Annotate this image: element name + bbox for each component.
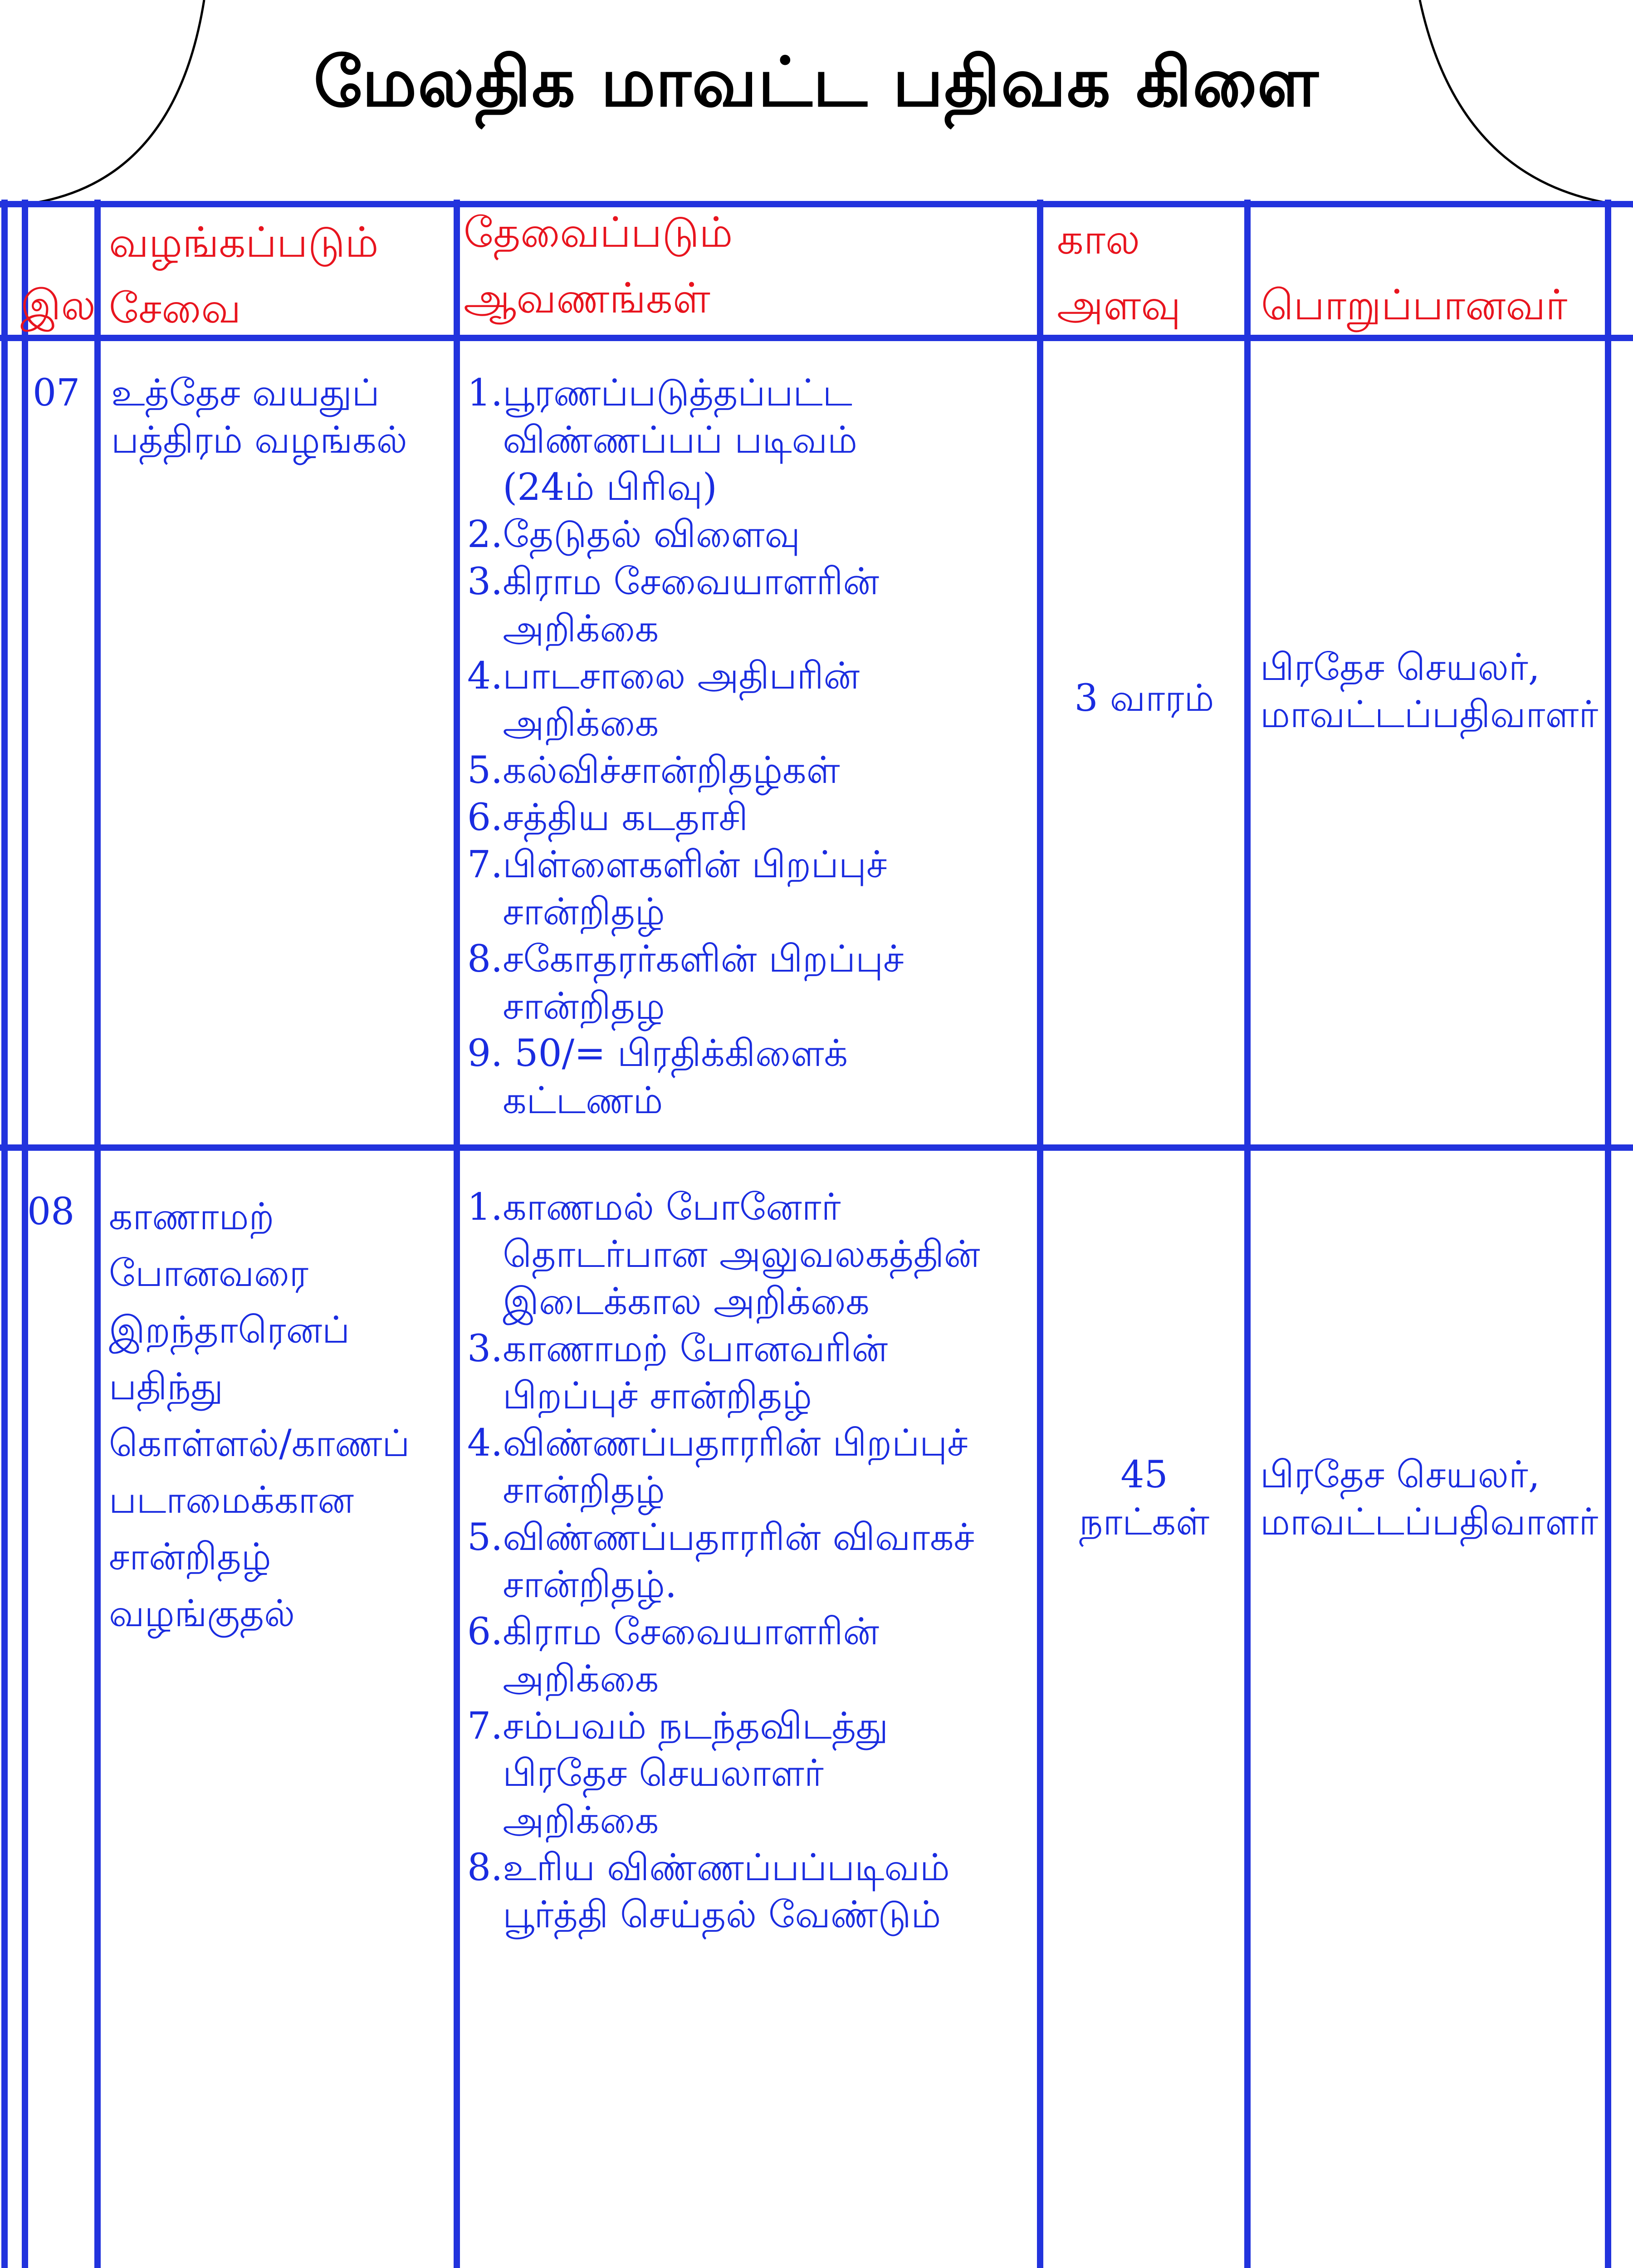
header-service: வழங்கப்படும் சேவை [109,218,379,332]
row-index: 07 [33,371,80,415]
header-duration: கால அளவு [1057,215,1181,329]
row-index: 08 [27,1190,75,1233]
header-responsible: பொறுப்பானவர் [1261,281,1568,329]
row-service: உத்தேச வயதுப் பத்திரம் வழங்கல் [111,371,407,462]
row-responsible: பிரதேச செயலர், மாவட்டப்பதிவாளர் [1260,646,1599,736]
row-documents: 1.காணமல் போனோர் தொடர்பான அலுவலகத்தின் இடைக்கால அறிக்கை 3.காணாமற் போனவரின் பிறப்புச் சான்றிதழ் 4.விண்ணப்பதாரரின் பிறப்புச் சான்றிதழ் 5.விண்ணப்பதாரரின் விவாகச் சான்றிதழ். 6.கிராம சேவையாளரின் அறிக்கை 7.சம்பவம் நடந்தவிடத்து பிரதேச செயலாளர் அறிக்கை 8.உரிய விண்ணப்பப்படிவம் பூர்த்தி செய்தல் வேண்டும் [467,1186,980,1936]
page-title: மேலதிக மாவட்ட பதிவக கிளை [313,43,1320,122]
header-index: இல [20,281,96,329]
row-documents: 1.பூரணப்படுத்தப்பட்ட விண்ணப்பப் படிவம் (24ம் பிரிவு) 2.தேடுதல் விளைவு 3.கிராம சேவையாளரின் அறிக்கை 4.பாடசாலை அதிபரின் அறிக்கை 5.கல்விச்சான்றிதழ்கள் 6.சத்திய கடதாசி 7.பிள்ளைகளின் பிறப்புச் சான்றிதழ் 8.சகோதரர்களின் பிறப்புச் சான்றிதழ 9. 50/= பிரதிக்கிளைக் கட்டணம் [467,371,904,1122]
row-responsible: பிரதேச செயலர், மாவட்டப்பதிவாளர் [1260,1453,1599,1544]
row-service: காணாமற் போனவரை இறந்தாரெனப் பதிந்து கொள்ளல்/காணப் படாமைக்கான சான்றிதழ் வழங்குதல் [109,1195,410,1635]
header-documents: தேவைப்படும் ஆவணங்கள் [464,208,733,323]
row-duration: 3 வாரம் [1074,677,1214,720]
row-duration: 45 நாட்கள் [1079,1453,1210,1544]
